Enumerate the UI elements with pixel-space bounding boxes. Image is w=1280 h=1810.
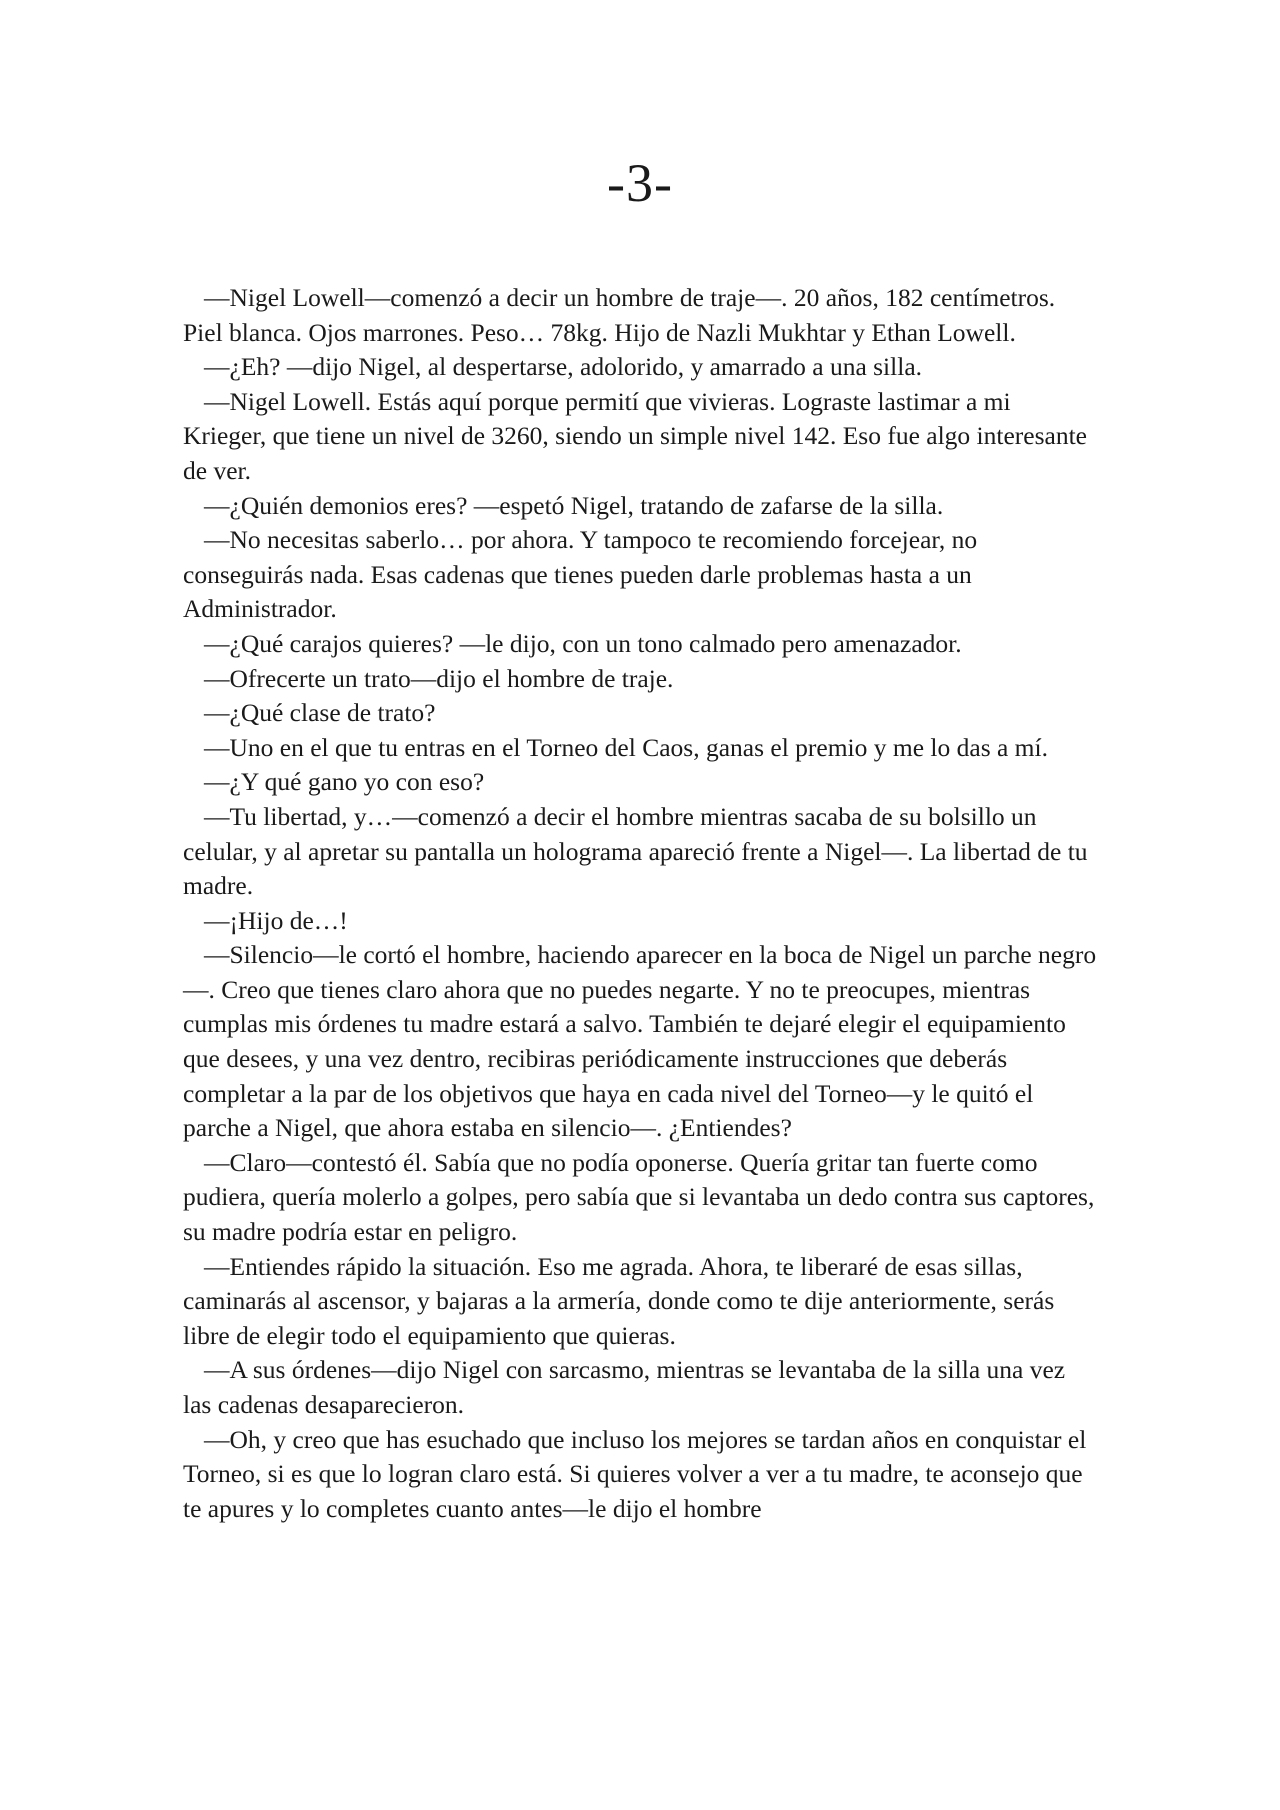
paragraph: —No necesitas saberlo… por ahora. Y tampoco te recomiendo forcejear, no conseguirás nada. Esas cadenas que tienes pueden darle problemas hasta a un Administrador. <box>183 525 978 624</box>
chapter-body <box>183 281 1099 1526</box>
paragraph: —Nigel Lowell—comenzó a decir un hombre de traje—. 20 años, 182 centímetros. Piel blanca. Ojos marrones. Peso… 78kg. Hijo de Nazli Mukhtar y Ethan Lowell. <box>183 283 1056 347</box>
paragraph: —¿Y qué gano yo con eso? <box>204 767 485 797</box>
paragraph: —¿Quién demonios eres? —espetó Nigel, tratando de zafarse de la silla. <box>204 490 944 520</box>
paragraph: —Ofrecerte un trato—dijo el hombre de traje. <box>204 663 674 693</box>
paragraph: —¿Qué clase de trato? <box>204 698 436 728</box>
paragraph: —¡Hijo de…! <box>204 905 348 935</box>
paragraph: —Tu libertad, y…—comenzó a decir el hombre mientras sacaba de su bolsillo un celular, y al apretar su pantalla un holograma apareció frente a Nigel—. La libertad de tu madre. <box>183 801 1088 901</box>
paragraph: —Oh, y creo que has esuchado que incluso los mejores se tardan años en conquistar el Torneo, si es que lo logran claro está. Si quieres volver a ver a tu madre, te aconsejo que te apures y lo completes cuanto antes—le dijo el hombre <box>183 1424 1087 1523</box>
chapter-title: -3- <box>607 153 673 213</box>
paragraph: —Entiendes rápido la situación. Eso me agrada. Ahora, te liberaré de esas sillas, caminarás al ascensor, y bajaras a la armería, donde como te dije anteriormente, serás libre de elegir todo el equipamiento que quieras. <box>183 1251 1055 1350</box>
paragraph: —¿Eh? —dijo Nigel, al despertarse, adolorido, y amarrado a una silla. <box>204 352 923 382</box>
paragraph: —¿Qué carajos quieres? —le dijo, con un tono calmado pero amenazador. <box>204 628 962 658</box>
paragraph: —Silencio—le cortó el hombre, haciendo aparecer en la boca de Nigel un parche negro—. Creo que tienes claro ahora que no puedes negarte. Y no te preocupes, mientras cumplas mis órdenes tu madre estará a salvo. También te dejaré elegir el equipamiento que desees, y una vez dentro, recibiras periódicamente instrucciones que deberás completar a la par de los objetivos que haya en cada nivel del Torneo—y le quitó el parche a Nigel, que ahora estaba en silencio—. ¿Entiendes? <box>183 940 1097 1143</box>
paragraph: —Uno en el que tu entras en el Torneo del Caos, ganas el premio y me lo das a mí. <box>204 732 1048 762</box>
paragraph: —Claro—contestó él. Sabía que no podía oponerse. Quería gritar tan fuerte como pudiera, quería molerlo a golpes, pero sabía que si levantaba un dedo contra sus captores, su madre podría estar en peligro. <box>183 1147 1095 1247</box>
paragraph: —A sus órdenes—dijo Nigel con sarcasmo, mientras se levantaba de la silla una vez las cadenas desaparecieron. <box>183 1355 1066 1419</box>
paragraph: —Nigel Lowell. Estás aquí porque permití que vivieras. Lograste lastimar a mi Krieger, que tiene un nivel de 3260, siendo un simple nivel 142. Eso fue algo interesante de ver. <box>183 386 1087 485</box>
